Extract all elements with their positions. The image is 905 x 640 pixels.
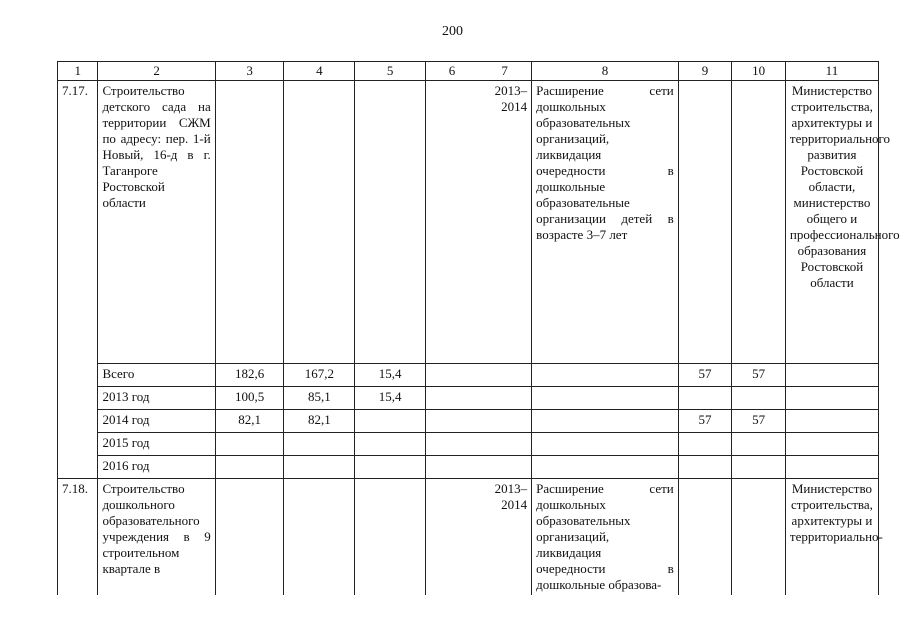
- column-header: 10: [732, 62, 786, 81]
- cell: [532, 364, 679, 387]
- cell-value: 15,4: [355, 364, 426, 387]
- cell: [732, 81, 786, 364]
- item-executor: Министерство строительства, архитектуры и территориального развития Ростовской области, министерство общего и профессионального образования Ростовской области: [785, 81, 878, 364]
- cell-value: 85,1: [284, 387, 355, 410]
- column-header: 6: [426, 62, 479, 81]
- item-name: Строительство детского сада на территории СЖМ по адресу: пер. 1-й Новый, 16-д в г. Таганроге Ростовской области: [98, 81, 215, 364]
- cell: [426, 81, 479, 364]
- cell-value: 100,5: [215, 387, 284, 410]
- cell: [785, 456, 878, 479]
- cell-value: 57: [678, 364, 732, 387]
- cell-value: 82,1: [215, 410, 284, 433]
- cell-value: [426, 433, 532, 456]
- column-header: 4: [284, 62, 355, 81]
- page-number: 200: [442, 24, 463, 39]
- row-label: 2014 год: [98, 410, 215, 433]
- cell-value: 15,4: [355, 387, 426, 410]
- cell-value: [732, 456, 786, 479]
- table-row: [58, 387, 879, 410]
- item-number: 7.17.: [58, 81, 98, 479]
- column-header: 11: [785, 62, 878, 81]
- item-executor: Министерство строительства, архитектуры и территориально-: [785, 479, 878, 596]
- cell: [678, 479, 732, 596]
- table-row: [58, 433, 879, 456]
- cell: [532, 387, 679, 410]
- table-row: [58, 456, 879, 479]
- cell-value: [284, 456, 355, 479]
- cell: [785, 433, 878, 456]
- cell-value: [678, 433, 732, 456]
- cell: [532, 433, 679, 456]
- column-header: 3: [215, 62, 284, 81]
- item-result: Расширение сети дошкольных образовательных организаций, ликвидация очередности в дошкольные образова-: [532, 479, 679, 596]
- table-row: [58, 364, 879, 387]
- cell-value: [284, 433, 355, 456]
- cell: [678, 81, 732, 364]
- column-number-row: [58, 62, 879, 81]
- cell: [785, 364, 878, 387]
- cell-value: [426, 364, 532, 387]
- item-result: Расширение сети дошкольных образовательных организаций, ликвидация очередности в дошкольные образовательные организации детей в возрасте 3–7 лет: [532, 81, 679, 364]
- table-row: [58, 479, 879, 596]
- cell: [732, 479, 786, 596]
- cell-value: 57: [678, 410, 732, 433]
- cell-value: [355, 433, 426, 456]
- table-row: [58, 410, 879, 433]
- item-name: Строительство дошкольного образовательного учреждения в 9 строительном квартале в: [98, 479, 215, 596]
- cell-value: [355, 410, 426, 433]
- cell-value: [732, 387, 786, 410]
- column-header: 5: [355, 62, 426, 81]
- program-table: [57, 61, 900, 595]
- cell: [284, 81, 355, 364]
- cell-value: 167,2: [284, 364, 355, 387]
- cell: [355, 479, 426, 596]
- column-header: 7: [478, 62, 532, 81]
- cell-value: [426, 410, 532, 433]
- row-label: 2016 год: [98, 456, 215, 479]
- row-label: Всего: [98, 364, 215, 387]
- column-header: 2: [98, 62, 215, 81]
- cell-value: [215, 456, 284, 479]
- cell: [215, 81, 284, 364]
- cell-value: 57: [732, 364, 786, 387]
- cell: [532, 410, 679, 433]
- cell-value: [678, 456, 732, 479]
- column-header: 8: [532, 62, 679, 81]
- item-years: 2013– 2014: [478, 81, 532, 364]
- cell: [785, 387, 878, 410]
- cell-value: [426, 387, 532, 410]
- table-row: [58, 81, 879, 364]
- cell-value: 57: [732, 410, 786, 433]
- item-number: 7.18.: [58, 479, 98, 596]
- cell: [785, 410, 878, 433]
- cell: [426, 479, 479, 596]
- row-label: 2015 год: [98, 433, 215, 456]
- item-years: 2013– 2014: [478, 479, 532, 596]
- cell: [215, 479, 284, 596]
- column-header: 1: [58, 62, 98, 81]
- cell: [355, 81, 426, 364]
- cell-value: [355, 456, 426, 479]
- cell-value: [215, 433, 284, 456]
- column-header: 9: [678, 62, 732, 81]
- cell-value: 82,1: [284, 410, 355, 433]
- cell: [532, 456, 679, 479]
- row-label: 2013 год: [98, 387, 215, 410]
- cell-value: [732, 433, 786, 456]
- cell-value: [678, 387, 732, 410]
- cell-value: 182,6: [215, 364, 284, 387]
- cell: [284, 479, 355, 596]
- cell-value: [426, 456, 532, 479]
